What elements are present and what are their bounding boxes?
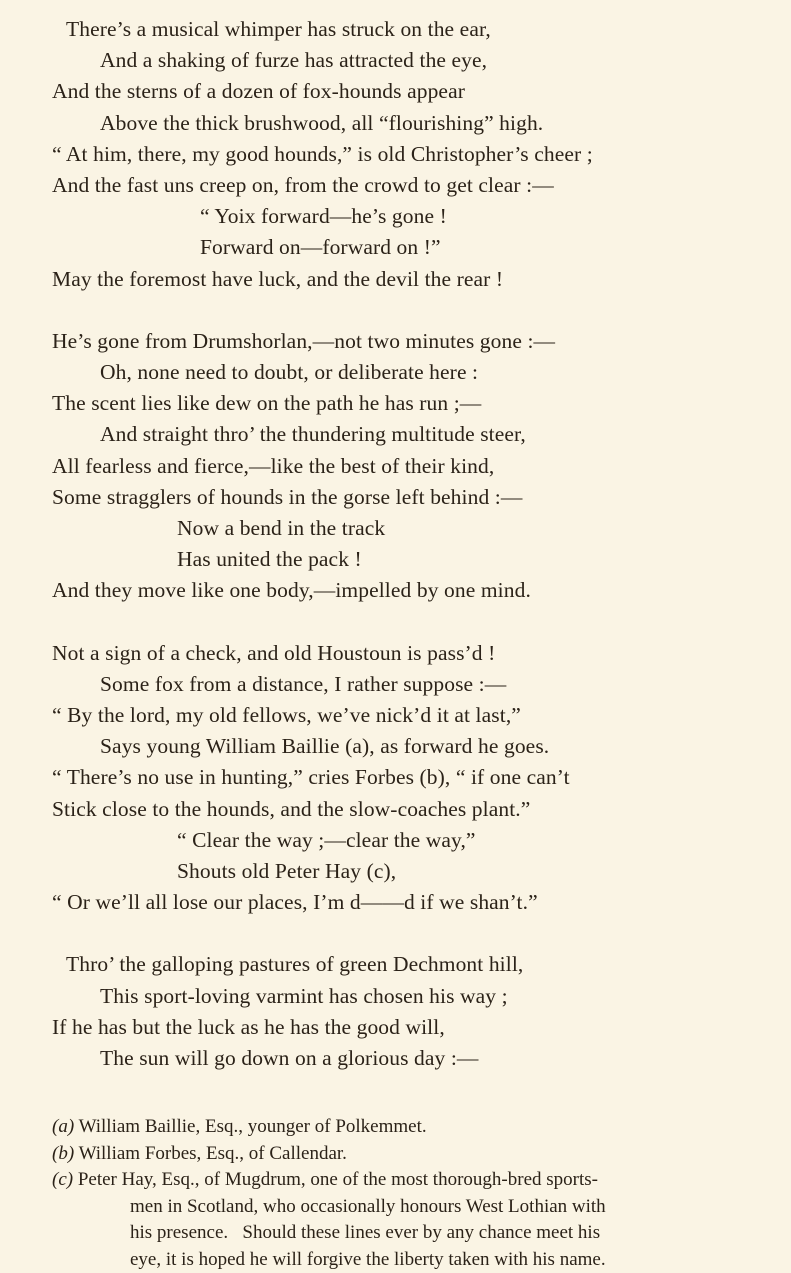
poem-line: The sun will go down on a glorious day :— (100, 1046, 479, 1071)
poem-line: “ By the lord, my old fellows, we’ve nick’d it at last,” (52, 703, 521, 728)
poem-body (52, 14, 743, 1074)
poem-line: The scent lies like dew on the path he has run ;— (52, 391, 482, 416)
stanza (52, 326, 743, 607)
footnote-text: William Baillie, Esq., younger of Polkemmet. (78, 1116, 427, 1138)
poem-line: Some stragglers of hounds in the gorse left behind :— (52, 484, 523, 509)
footnote-text: Peter Hay, Esq., of Mugdrum, one of the most thorough-bred sports- (77, 1169, 598, 1191)
poem-line: Thro’ the galloping pastures of green Dechmont hill, (66, 952, 524, 977)
poem-line: And a shaking of furze has attracted the eye, (100, 48, 488, 73)
poem-line: “ Clear the way ;—clear the way,” (177, 827, 476, 852)
poem-line: Shouts old Peter Hay (c), (177, 859, 397, 884)
poem-line: “ Or we’ll all lose our places, I’m d——d if we shan’t.” (52, 890, 538, 915)
footnote-text: William Forbes, Esq., of Callendar. (78, 1142, 347, 1164)
poem-line: If he has but the luck as he has the good will, (52, 1014, 445, 1039)
poem-line: All fearless and fierce,—like the best of their kind, (52, 453, 495, 478)
poem-line: This sport-loving varmint has chosen his way ; (100, 983, 508, 1008)
poem-line: “ There’s no use in hunting,” cries Forbes (b), “ if one can’t (52, 765, 570, 790)
poem-line: Forward on—forward on !” (200, 235, 441, 260)
footnote (52, 1141, 743, 1168)
poem-line: Some fox from a distance, I rather suppose :— (100, 671, 507, 696)
stanza (52, 949, 743, 1074)
poem-line: Says young William Baillie (a), as forward he goes. (100, 734, 550, 759)
footnote-continuation-line: men in Scotland, who occasionally honours West Lothian with (130, 1195, 606, 1217)
footnote-continuation-line: eye, it is hoped he will forgive the liberty taken with his name. (130, 1248, 606, 1270)
poem-line: May the foremost have luck, and the devil the rear ! (52, 266, 504, 291)
poem-line: And the fast uns creep on, from the crowd to get clear :— (52, 173, 554, 198)
poem-line: He’s gone from Drumshorlan,—not two minutes gone :— (52, 328, 556, 353)
footnote-marker: (a) (52, 1116, 75, 1138)
stanza (52, 638, 743, 919)
poem-line: “ Yoix forward—he’s gone ! (200, 204, 447, 229)
poem-line: Has united the pack ! (177, 547, 362, 572)
poem-line: Oh, none need to doubt, or deliberate here : (100, 360, 479, 385)
stanza (52, 14, 743, 295)
footnote (52, 1114, 743, 1141)
footnote (52, 1167, 743, 1194)
poem-line: There’s a musical whimper has struck on the ear, (66, 17, 491, 41)
footnote-continuation-line: his presence. Should these lines ever by any chance meet his (130, 1222, 601, 1244)
footnote-marker: (b) (52, 1142, 75, 1164)
poem-line: “ At him, there, my good hounds,” is old Christopher’s cheer ; (52, 141, 593, 166)
poem-line: And they move like one body,—impelled by one mind. (52, 578, 531, 603)
poem-line: Above the thick brushwood, all “flourishing” high. (100, 110, 544, 135)
poem-line: And straight thro’ the thundering multitude steer, (100, 422, 526, 447)
poem-line: Now a bend in the track (177, 516, 386, 541)
poem-line: And the sterns of a dozen of fox-hounds appear (52, 79, 465, 104)
poem-line: Not a sign of a check, and old Houstoun is pass’d ! (52, 640, 496, 665)
footnote-marker: (c) (52, 1169, 74, 1191)
poem-line: Stick close to the hounds, and the slow-coaches plant.” (52, 796, 531, 821)
footnotes (52, 1114, 743, 1273)
